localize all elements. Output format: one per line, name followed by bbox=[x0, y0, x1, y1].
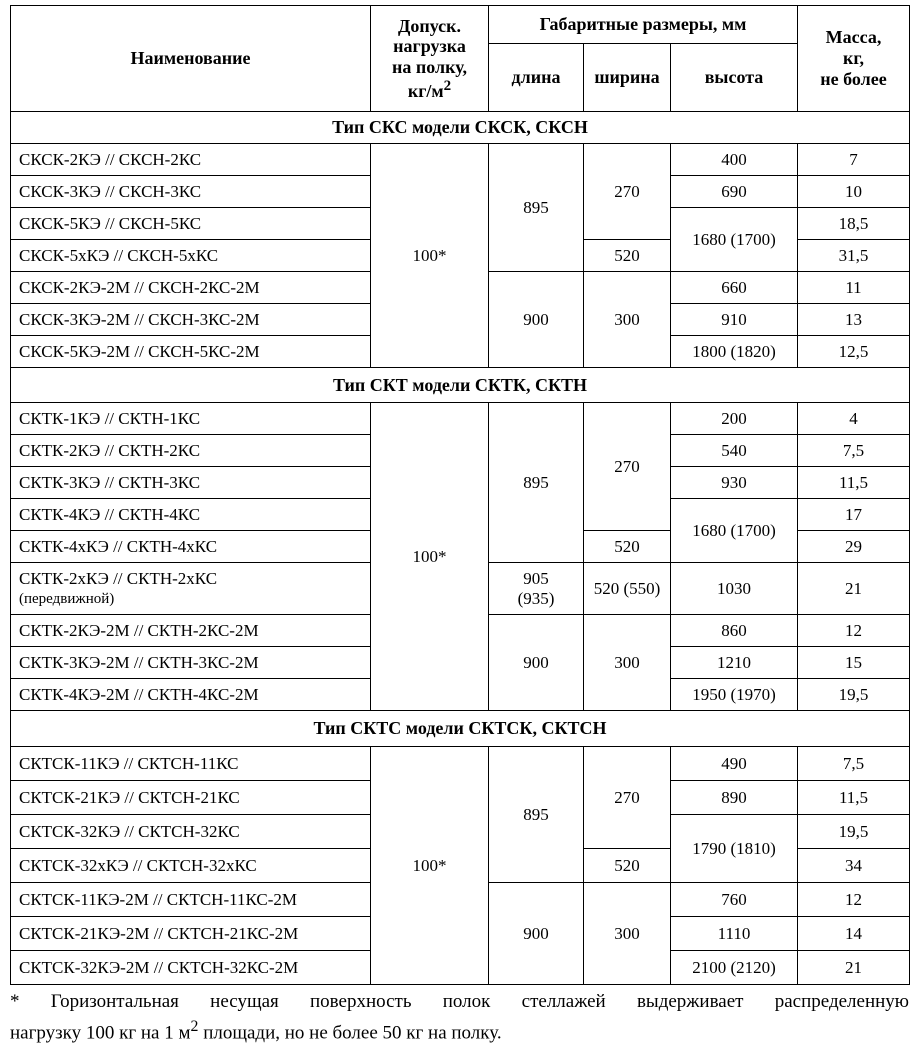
height-cell: 540 bbox=[671, 435, 798, 467]
table-row-name: СКТК-4КЭ-2М // СКТН-4КС-2М bbox=[11, 679, 371, 711]
height-cell: 910 bbox=[671, 304, 798, 336]
height-cell: 1680 (1700) bbox=[671, 499, 798, 563]
mass-cell: 7,5 bbox=[798, 435, 910, 467]
mass-cell: 13 bbox=[798, 304, 910, 336]
table-row-name: СКСК-3КЭ-2М // СКСН-3КС-2М bbox=[11, 304, 371, 336]
mass-cell: 21 bbox=[798, 563, 910, 615]
width-cell: 520 (550) bbox=[584, 563, 671, 615]
length-cell: 895 bbox=[489, 144, 584, 272]
mass-cell: 19,5 bbox=[798, 679, 910, 711]
width-cell: 300 bbox=[584, 272, 671, 368]
table-row-name: СКТК-4КЭ // СКТН-4КС bbox=[11, 499, 371, 531]
length-cell: 900 bbox=[489, 272, 584, 368]
section-title: Тип СКС модели СКСК, СКСН bbox=[11, 112, 910, 144]
table-row-name: СКТСК-32КЭ // СКТСН-32КС bbox=[11, 815, 371, 849]
header-width: ширина bbox=[584, 44, 671, 112]
height-cell: 1950 (1970) bbox=[671, 679, 798, 711]
mass-cell: 15 bbox=[798, 647, 910, 679]
table-row-name: СКСК-2КЭ-2М // СКСН-2КС-2М bbox=[11, 272, 371, 304]
table-row-name: СКТСК-21КЭ-2М // СКТСН-21КС-2М bbox=[11, 917, 371, 951]
table-row-name: СКТК-3КЭ-2М // СКТН-3КС-2М bbox=[11, 647, 371, 679]
width-cell: 520 bbox=[584, 240, 671, 272]
width-cell: 300 bbox=[584, 615, 671, 711]
mass-cell: 11 bbox=[798, 272, 910, 304]
mass-cell: 4 bbox=[798, 403, 910, 435]
specs-table bbox=[10, 5, 910, 985]
section-title: Тип СКТС модели СКТСК, СКТСН bbox=[11, 711, 910, 747]
table-row-name: СКТСК-21КЭ // СКТСН-21КС bbox=[11, 781, 371, 815]
width-cell: 520 bbox=[584, 849, 671, 883]
table-row-name: СКСК-2КЭ // СКСН-2КС bbox=[11, 144, 371, 176]
length-cell: 900 bbox=[489, 883, 584, 985]
table-row-name: СКТСК-32хКЭ // СКТСН-32хКС bbox=[11, 849, 371, 883]
table-row-name: СКСК-3КЭ // СКСН-3КС bbox=[11, 176, 371, 208]
height-cell: 1680 (1700) bbox=[671, 208, 798, 272]
table-row-name: СКТСК-11КЭ-2М // СКТСН-11КС-2М bbox=[11, 883, 371, 917]
height-cell: 400 bbox=[671, 144, 798, 176]
mass-cell: 12 bbox=[798, 615, 910, 647]
mass-cell: 31,5 bbox=[798, 240, 910, 272]
mass-cell: 14 bbox=[798, 917, 910, 951]
length-cell: 895 bbox=[489, 747, 584, 883]
height-cell: 1210 bbox=[671, 647, 798, 679]
width-cell: 270 bbox=[584, 403, 671, 531]
table-row-name: СКТК-4хКЭ // СКТН-4хКС bbox=[11, 531, 371, 563]
mass-cell: 7,5 bbox=[798, 747, 910, 781]
load-cell: 100* bbox=[371, 747, 489, 985]
mass-cell: 18,5 bbox=[798, 208, 910, 240]
height-cell: 860 bbox=[671, 615, 798, 647]
footnote-line: * Горизонтальная несущая поверхность полок стеллажей выдерживает распределенную bbox=[10, 991, 909, 1012]
table-row-name: СКСК-5КЭ // СКСН-5КС bbox=[11, 208, 371, 240]
mass-cell: 12 bbox=[798, 883, 910, 917]
section-title: Тип СКТ модели СКТК, СКТН bbox=[11, 368, 910, 403]
mass-cell: 21 bbox=[798, 951, 910, 985]
table-row-name: СКТСК-11КЭ // СКТСН-11КС bbox=[11, 747, 371, 781]
height-cell: 690 bbox=[671, 176, 798, 208]
table-row-name: СКСК-5КЭ-2М // СКСН-5КС-2М bbox=[11, 336, 371, 368]
height-cell: 660 bbox=[671, 272, 798, 304]
height-cell: 2100 (2120) bbox=[671, 951, 798, 985]
table-row-name: СКТК-2КЭ // СКТН-2КС bbox=[11, 435, 371, 467]
footnote bbox=[10, 989, 909, 1045]
table-row-name: СКТК-1КЭ // СКТН-1КС bbox=[11, 403, 371, 435]
height-cell: 1110 bbox=[671, 917, 798, 951]
header-length: длина bbox=[489, 44, 584, 112]
table-row-name: СКСК-5хКЭ // СКСН-5хКС bbox=[11, 240, 371, 272]
header-height: высота bbox=[671, 44, 798, 112]
load-cell: 100* bbox=[371, 403, 489, 711]
mass-cell: 12,5 bbox=[798, 336, 910, 368]
mass-cell: 7 bbox=[798, 144, 910, 176]
mass-cell: 29 bbox=[798, 531, 910, 563]
mass-cell: 11,5 bbox=[798, 467, 910, 499]
footnote-line: нагрузку 100 кг на 1 $м^2$ площади, но не более 50 кг на полку. bbox=[10, 1018, 502, 1044]
mass-cell: 10 bbox=[798, 176, 910, 208]
mass-cell: 34 bbox=[798, 849, 910, 883]
table-row-name: СКТК-2хКЭ // СКТН-2хКС (передвижной) bbox=[11, 563, 371, 615]
header-mass: Масса, кг, не более bbox=[798, 6, 910, 112]
height-cell: 490 bbox=[671, 747, 798, 781]
header-dims: Габаритные размеры, мм bbox=[489, 6, 798, 44]
length-cell: 905 (935) bbox=[489, 563, 584, 615]
table-row-name: СКТК-3КЭ // СКТН-3КС bbox=[11, 467, 371, 499]
height-cell: 930 bbox=[671, 467, 798, 499]
mass-cell: 19,5 bbox=[798, 815, 910, 849]
width-cell: 520 bbox=[584, 531, 671, 563]
length-cell: 895 bbox=[489, 403, 584, 563]
height-cell: 200 bbox=[671, 403, 798, 435]
height-cell: 1800 (1820) bbox=[671, 336, 798, 368]
height-cell: 760 bbox=[671, 883, 798, 917]
height-cell: 1790 (1810) bbox=[671, 815, 798, 883]
table-row-name: СКТК-2КЭ-2М // СКТН-2КС-2М bbox=[11, 615, 371, 647]
header-load: Допуск. нагрузка на полку, $кг/м^2$ bbox=[371, 6, 489, 112]
width-cell: 270 bbox=[584, 747, 671, 849]
mass-cell: 17 bbox=[798, 499, 910, 531]
table-row-name: СКТСК-32КЭ-2М // СКТСН-32КС-2М bbox=[11, 951, 371, 985]
height-cell: 890 bbox=[671, 781, 798, 815]
height-cell: 1030 bbox=[671, 563, 798, 615]
length-cell: 900 bbox=[489, 615, 584, 711]
header-name: Наименование bbox=[11, 6, 371, 112]
mass-cell: 11,5 bbox=[798, 781, 910, 815]
width-cell: 300 bbox=[584, 883, 671, 985]
width-cell: 270 bbox=[584, 144, 671, 240]
load-cell: 100* bbox=[371, 144, 489, 368]
row-note: (передвижной) bbox=[19, 591, 115, 608]
